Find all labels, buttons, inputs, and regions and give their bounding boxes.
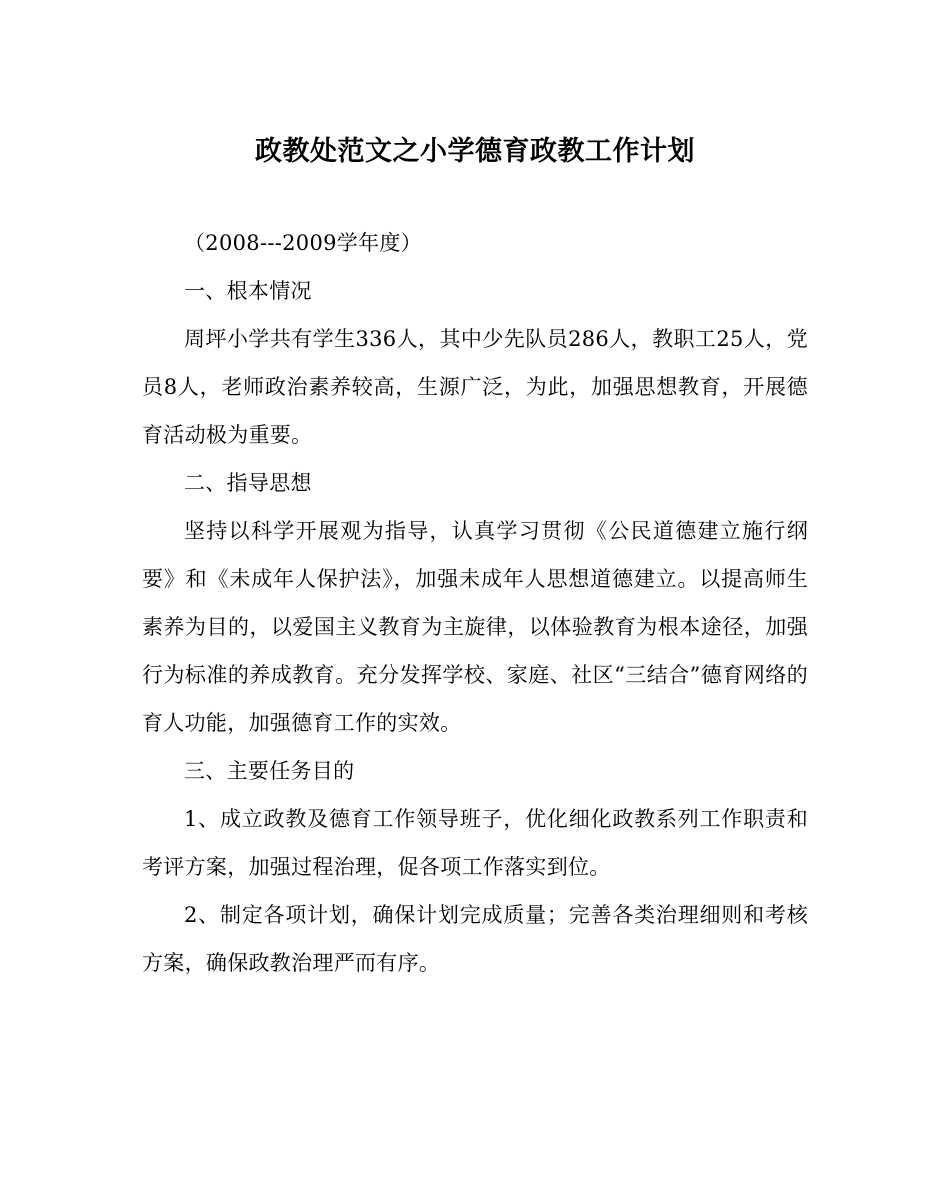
- paragraph-basic-situation: 周坪小学共有学生336人，其中少先队员286人，教职工25人，党员8人，老师政治素养较高，生源广泛，为此，加强思想教育，开展德育活动极为重要。: [142, 327, 808, 447]
- paragraph-guiding-ideology: 坚持以科学开展观为指导，认真学习贯彻《公民道德建立施行纲要》和《未成年人保护法》，加强未成年人思想道德建立。以提高师生素养为目的，以爱国主义教育为主旋律，以体验教育为根本途径，加强行为标准的养成教育。充分发挥学校、家庭、社区“三结合”德育网络的育人功能，加强德育工作的实效。: [142, 519, 808, 735]
- section-heading-guiding-ideology: 二、指导思想: [184, 471, 312, 495]
- section-heading-basic-situation: 一、根本情况: [184, 279, 312, 303]
- paragraph-task-1: 1、成立政教及德育工作领导班子，优化细化政教系列工作职责和考评方案，加强过程治理，促各项工作落实到位。: [142, 807, 808, 879]
- school-year-line: （2008---2009学年度）: [184, 231, 422, 255]
- document-title: 政教处范文之小学德育政教工作计划: [255, 136, 695, 167]
- paragraph-task-2: 2、制定各项计划，确保计划完成质量；完善各类治理细则和考核方案，确保政教治理严而有序。: [142, 903, 808, 975]
- document-body: [142, 219, 808, 987]
- section-heading-main-tasks: 三、主要任务目的: [184, 759, 355, 783]
